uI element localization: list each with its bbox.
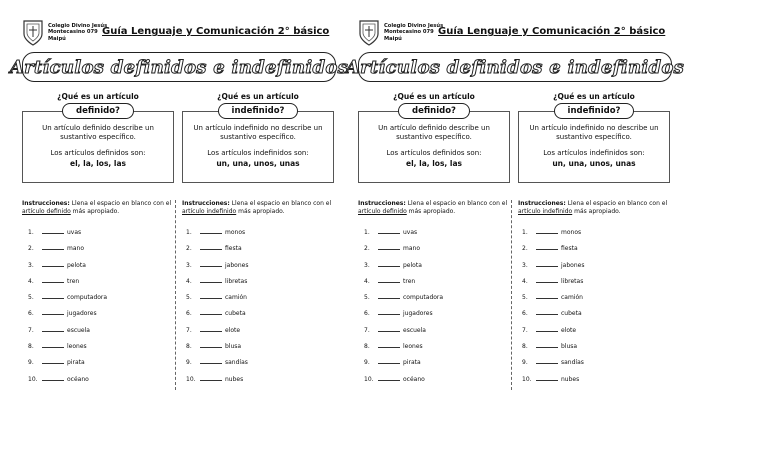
worksheet-right	[345, 14, 685, 394]
exercise-item	[28, 292, 178, 308]
instructions-text: Llena el espacio en blanco con el	[229, 200, 332, 207]
indefinido-panel	[182, 92, 334, 183]
item-word: nubes	[225, 375, 244, 383]
item-word: fiesta	[561, 245, 578, 253]
answer-blank[interactable]	[536, 227, 558, 234]
indefinido-description: Un artículo indefinido no describe un sustantivo específico.	[193, 124, 323, 141]
item-word: sandías	[225, 359, 248, 367]
instructions-label: Instrucciones:	[358, 200, 406, 207]
worksheet-left	[9, 14, 349, 394]
indefinido-question: ¿Qué es un artículo	[217, 92, 299, 101]
item-word: sandías	[561, 359, 584, 367]
instructions-label: Instrucciones:	[518, 200, 566, 207]
item-number: 2.	[28, 245, 34, 253]
item-number: 10.	[186, 375, 196, 383]
definido-panel	[358, 92, 510, 183]
answer-blank[interactable]	[536, 276, 558, 283]
indefinido-pill: indefinido?	[554, 103, 634, 119]
item-word: escuela	[67, 326, 90, 334]
item-word: computadora	[403, 294, 444, 302]
item-number: 10.	[28, 375, 38, 383]
item-number: 5.	[28, 294, 34, 302]
item-number: 2.	[522, 245, 528, 253]
definido-exercise-list	[28, 227, 178, 390]
school-info	[48, 23, 107, 42]
exercise-item	[28, 325, 178, 341]
indefinido-box	[182, 111, 334, 183]
item-number: 1.	[364, 229, 370, 236]
answer-blank[interactable]	[42, 227, 64, 234]
exercise-item	[28, 308, 178, 324]
exercise-item	[186, 308, 336, 324]
school-crest-icon	[358, 18, 380, 46]
exercise-item	[186, 325, 336, 341]
exercise-item	[522, 276, 672, 292]
definido-box	[22, 111, 174, 183]
instructions-indefinido	[518, 200, 668, 216]
definido-list: el, la, los, las	[406, 159, 462, 168]
definido-description: Un artículo definido describe un sustantivo específico.	[42, 124, 154, 141]
guide-title: Guía Lenguaje y Comunicación 2° básico	[438, 26, 666, 37]
answer-blank[interactable]	[378, 374, 400, 381]
item-word: pelota	[67, 261, 86, 269]
item-number: 2.	[186, 245, 192, 253]
definido-question: ¿Qué es un artículo	[393, 92, 475, 101]
answer-blank[interactable]	[378, 276, 400, 283]
exercise-item	[186, 243, 336, 259]
answer-blank[interactable]	[378, 227, 400, 234]
instructions-text: Llena el espacio en blanco con el	[69, 200, 172, 207]
exercise-item	[522, 292, 672, 308]
definido-list-title: Los artículos definidos son:	[386, 149, 482, 157]
exercise-item	[28, 243, 178, 259]
item-number: 8.	[186, 343, 192, 351]
exercise-item	[522, 357, 672, 373]
exercise-item	[522, 260, 672, 276]
item-word: jugadores	[67, 310, 97, 318]
instructions-text: Llena el espacio en blanco con el	[405, 200, 508, 207]
item-number: 3.	[186, 261, 192, 269]
school-city: Maipú	[48, 35, 66, 42]
item-word: blusa	[561, 343, 578, 351]
title-banner	[9, 52, 349, 82]
exercise-item	[28, 357, 178, 373]
answer-blank[interactable]	[42, 260, 64, 267]
item-word: elote	[561, 326, 577, 334]
item-number: 3.	[364, 261, 370, 269]
indefinido-question: ¿Qué es un artículo	[553, 92, 635, 101]
indefinido-panel	[518, 92, 670, 183]
exercise-item	[28, 276, 178, 292]
exercise-item	[364, 276, 514, 292]
school-name: Colegio Divino Jesús	[48, 23, 108, 29]
definido-panel	[22, 92, 174, 183]
definido-description: Un artículo definido describe un sustantivo específico.	[378, 124, 490, 141]
school-address: Montecasino 079	[48, 29, 98, 36]
school-address: Montecasino 079	[384, 29, 434, 36]
item-number: 1.	[522, 229, 528, 236]
item-word: camión	[561, 294, 583, 302]
answer-blank[interactable]	[42, 341, 64, 348]
instructions-term: artículo indefinido	[182, 208, 237, 215]
answer-blank[interactable]	[378, 260, 400, 267]
item-number: 1.	[28, 229, 34, 236]
item-number: 10.	[364, 375, 374, 383]
item-word: elote	[225, 326, 241, 334]
instructions-indefinido	[182, 200, 332, 216]
answer-blank[interactable]	[200, 260, 222, 267]
item-number: 4.	[522, 277, 528, 285]
answer-blank[interactable]	[42, 308, 64, 315]
instructions-term: artículo definido	[358, 208, 407, 215]
item-word: nubes	[561, 375, 580, 383]
school-city: Maipú	[384, 35, 402, 42]
item-number: 9.	[522, 359, 528, 367]
answer-blank[interactable]	[42, 374, 64, 381]
answer-blank[interactable]	[378, 325, 400, 332]
answer-blank[interactable]	[378, 357, 400, 364]
answer-blank[interactable]	[200, 243, 222, 250]
exercise-item	[364, 292, 514, 308]
item-number: 5.	[364, 294, 370, 302]
item-number: 6.	[186, 310, 192, 318]
answer-blank[interactable]	[42, 357, 64, 364]
definido-exercise-list	[364, 227, 514, 390]
item-word: jabones	[561, 261, 585, 269]
item-number: 8.	[28, 343, 34, 351]
answer-blank[interactable]	[536, 292, 558, 299]
item-word: libretas	[225, 277, 248, 285]
item-number: 4.	[364, 277, 370, 285]
answer-blank[interactable]	[200, 357, 222, 364]
indefinido-exercise-list	[186, 227, 336, 390]
indefinido-list: un, una, unos, unas	[216, 159, 300, 168]
exercise-item	[364, 260, 514, 276]
definido-pill: definido?	[398, 103, 470, 119]
item-word: océano	[67, 375, 89, 383]
guide-title: Guía Lenguaje y Comunicación 2° básico	[102, 26, 330, 37]
banner-title: Artículos definidos e indefinidos	[345, 56, 685, 78]
instructions-label: Instrucciones:	[182, 200, 230, 207]
item-number: 8.	[364, 343, 370, 351]
item-number: 2.	[364, 245, 370, 253]
item-number: 6.	[522, 310, 528, 318]
item-number: 7.	[364, 326, 370, 334]
exercise-item	[28, 374, 178, 390]
answer-blank[interactable]	[378, 292, 400, 299]
item-number: 4.	[186, 277, 192, 285]
worksheet-header	[358, 16, 678, 50]
exercise-item	[522, 308, 672, 324]
item-number: 3.	[28, 261, 34, 269]
answer-blank[interactable]	[536, 243, 558, 250]
answer-blank[interactable]	[536, 325, 558, 332]
instructions-end: más apropiado.	[70, 208, 120, 215]
item-number: 6.	[28, 310, 34, 318]
item-word: camión	[225, 294, 247, 302]
item-word: océano	[403, 375, 425, 383]
answer-blank[interactable]	[200, 292, 222, 299]
instructions-definido	[22, 200, 172, 216]
exercise-item	[364, 374, 514, 390]
answer-blank[interactable]	[42, 325, 64, 332]
item-word: cubeta	[225, 310, 246, 318]
item-word: leones	[67, 343, 87, 351]
indefinido-list-title: Los artículos indefinidos son:	[543, 149, 645, 157]
exercise-item	[522, 341, 672, 357]
answer-blank[interactable]	[536, 260, 558, 267]
exercise-item	[186, 341, 336, 357]
answer-blank[interactable]	[200, 308, 222, 315]
item-word: pirata	[403, 359, 421, 367]
exercise-item	[186, 276, 336, 292]
indefinido-box	[518, 111, 670, 183]
instructions-end: más apropiado.	[406, 208, 456, 215]
instructions-term: artículo indefinido	[518, 208, 573, 215]
definido-box	[358, 111, 510, 183]
title-banner	[345, 52, 685, 82]
answer-blank[interactable]	[200, 276, 222, 283]
item-number: 6.	[364, 310, 370, 318]
definido-list: el, la, los, las	[70, 159, 126, 168]
instructions-label: Instrucciones:	[22, 200, 70, 207]
exercise-item	[186, 292, 336, 308]
answer-blank[interactable]	[536, 341, 558, 348]
school-info	[384, 23, 443, 42]
item-word: monos	[225, 229, 246, 236]
item-number: 4.	[28, 277, 34, 285]
definido-question: ¿Qué es un artículo	[57, 92, 139, 101]
answer-blank[interactable]	[378, 341, 400, 348]
item-word: tren	[67, 277, 80, 285]
exercise-item	[186, 357, 336, 373]
definido-pill: definido?	[62, 103, 134, 119]
item-number: 5.	[186, 294, 192, 302]
instructions-end: más apropiado.	[572, 208, 621, 215]
answer-blank[interactable]	[378, 243, 400, 250]
exercise-item	[364, 357, 514, 373]
item-word: jugadores	[403, 310, 433, 318]
answer-blank[interactable]	[42, 276, 64, 283]
exercise-item	[186, 227, 336, 243]
instructions-definido	[358, 200, 508, 216]
answer-blank[interactable]	[200, 325, 222, 332]
item-number: 7.	[28, 326, 34, 334]
indefinido-list-title: Los artículos indefinidos son:	[207, 149, 309, 157]
item-word: fiesta	[225, 245, 242, 253]
answer-blank[interactable]	[536, 374, 558, 381]
item-word: monos	[561, 229, 582, 236]
item-number: 9.	[28, 359, 34, 367]
item-number: 7.	[186, 326, 192, 334]
item-word: pirata	[67, 359, 85, 367]
item-number: 10.	[522, 375, 532, 383]
exercise-item	[522, 325, 672, 341]
exercise-item	[364, 325, 514, 341]
school-crest-icon	[22, 18, 44, 46]
answer-blank[interactable]	[200, 341, 222, 348]
exercise-item	[28, 341, 178, 357]
item-word: escuela	[403, 326, 426, 334]
indefinido-pill: indefinido?	[218, 103, 298, 119]
exercise-item	[364, 308, 514, 324]
item-word: uvas	[403, 229, 418, 236]
item-word: leones	[403, 343, 423, 351]
instructions-end: más apropiado.	[236, 208, 285, 215]
item-word: libretas	[561, 277, 584, 285]
banner-title: Artículos definidos e indefinidos	[9, 56, 349, 78]
indefinido-description: Un artículo indefinido no describe un sustantivo específico.	[529, 124, 659, 141]
exercise-item	[364, 243, 514, 259]
item-number: 7.	[522, 326, 528, 334]
answer-blank[interactable]	[200, 374, 222, 381]
exercise-item	[522, 227, 672, 243]
item-number: 1.	[186, 229, 192, 236]
exercise-item	[522, 374, 672, 390]
item-word: blusa	[225, 343, 242, 351]
item-word: jabones	[225, 261, 249, 269]
item-word: uvas	[67, 229, 82, 236]
indefinido-list: un, una, unos, unas	[552, 159, 636, 168]
item-word: pelota	[403, 261, 422, 269]
answer-blank[interactable]	[536, 308, 558, 315]
item-number: 9.	[186, 359, 192, 367]
item-number: 3.	[522, 261, 528, 269]
item-word: computadora	[67, 294, 108, 302]
item-word: mano	[403, 245, 420, 253]
school-name: Colegio Divino Jesús	[384, 23, 444, 29]
answer-blank[interactable]	[378, 308, 400, 315]
definido-list-title: Los artículos definidos son:	[50, 149, 146, 157]
exercise-item	[28, 227, 178, 243]
answer-blank[interactable]	[42, 243, 64, 250]
item-word: tren	[403, 277, 416, 285]
instructions-text: Llena el espacio en blanco con el	[565, 200, 668, 207]
exercise-item	[186, 374, 336, 390]
indefinido-exercise-list	[522, 227, 672, 390]
instructions-term: artículo definido	[22, 208, 71, 215]
item-word: cubeta	[561, 310, 582, 318]
answer-blank[interactable]	[200, 227, 222, 234]
item-number: 5.	[522, 294, 528, 302]
worksheet-header	[22, 16, 342, 50]
item-number: 9.	[364, 359, 370, 367]
answer-blank[interactable]	[536, 357, 558, 364]
item-number: 8.	[522, 343, 528, 351]
exercise-item	[364, 341, 514, 357]
exercise-item	[186, 260, 336, 276]
exercise-item	[522, 243, 672, 259]
item-word: mano	[67, 245, 84, 253]
answer-blank[interactable]	[42, 292, 64, 299]
exercise-item	[28, 260, 178, 276]
exercise-item	[364, 227, 514, 243]
